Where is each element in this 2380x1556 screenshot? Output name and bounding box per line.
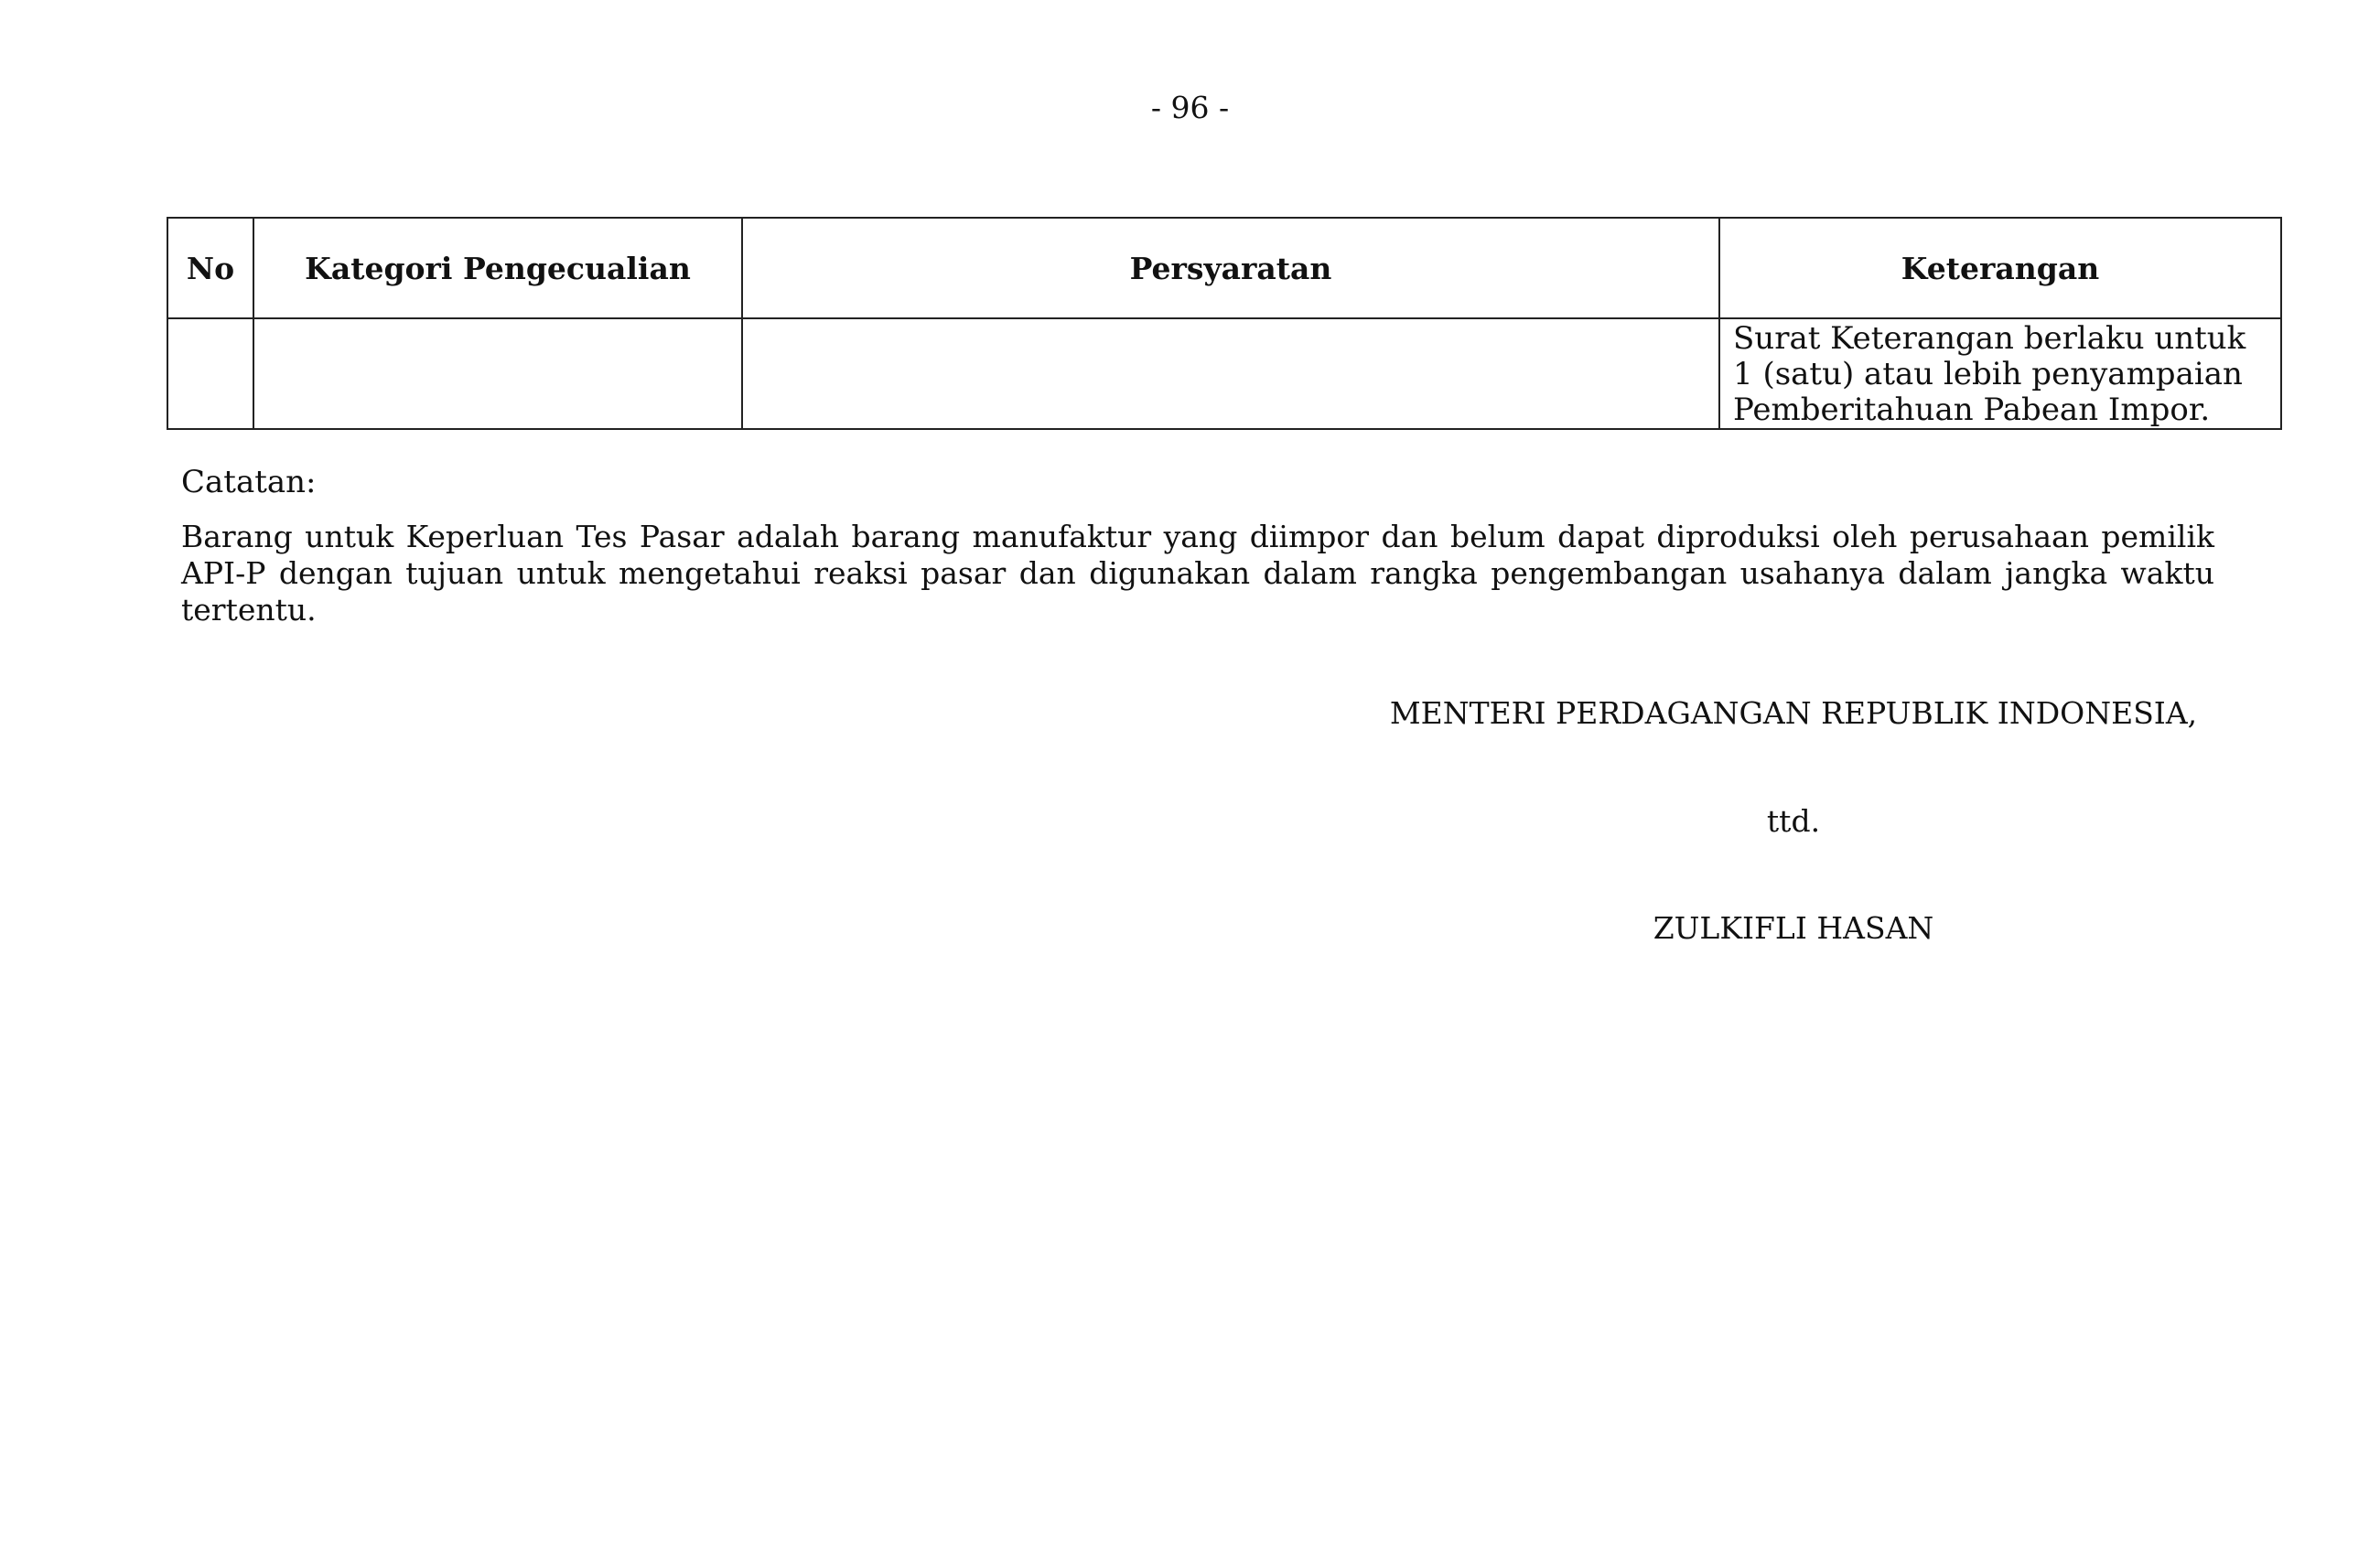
note-text: Barang untuk Keperluan Tes Pasar adalah barang manufaktur yang diimpor dan belum dapat diproduksi oleh perusahaan pemilik API-P dengan tujuan untuk mengetahui reaksi pasar dan digunakan dalam rangka pengembangan usahanya dalam jangka waktu tertentu. (181, 519, 2214, 628)
cell-requirements (742, 318, 1719, 429)
signatory-ttd: ttd. (1766, 803, 1821, 839)
note-label: Catatan: (181, 464, 317, 500)
header-no: No (167, 218, 253, 318)
cell-category (253, 318, 742, 429)
table-row (167, 318, 2281, 429)
cell-remarks: Surat Keterangan berlaku untuk 1 (satu) atau lebih penyampaian Pemberitahuan Pabean Impor. (1719, 318, 2281, 429)
exceptions-table (167, 217, 2282, 430)
header-category: Kategori Pengecualian (253, 218, 742, 318)
header-remarks: Keterangan (1719, 218, 2281, 318)
cell-no (167, 318, 253, 429)
table-header-row (167, 218, 2281, 318)
header-requirements: Persyaratan (742, 218, 1719, 318)
page-number: - 96 - (1150, 90, 1230, 125)
signatory-name: ZULKIFLI HASAN (1653, 910, 1934, 946)
signatory-title: MENTERI PERDAGANGAN REPUBLIK INDONESIA, (1389, 695, 2198, 731)
